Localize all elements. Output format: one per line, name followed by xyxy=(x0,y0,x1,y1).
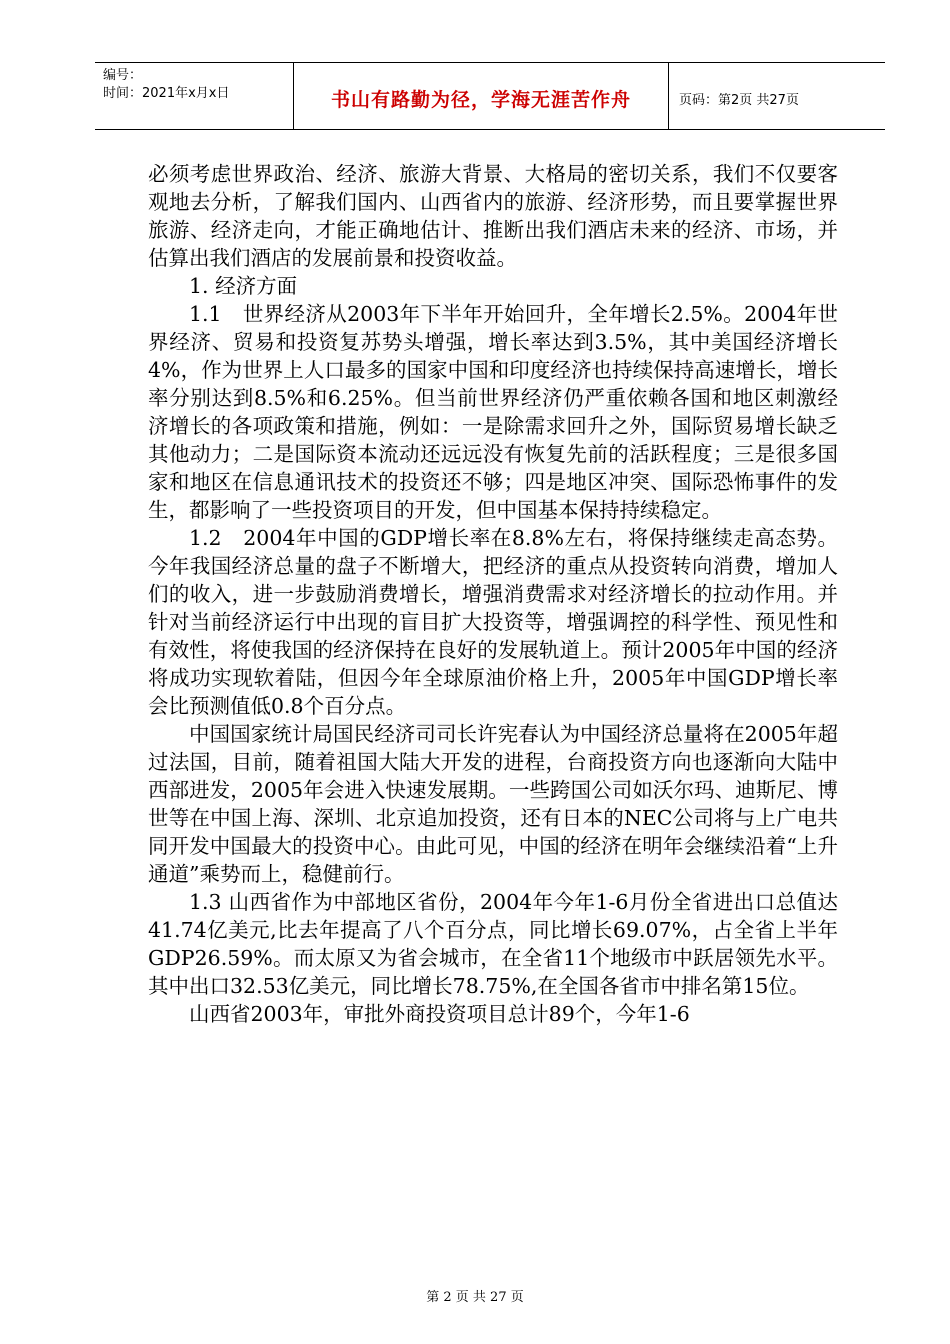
page-footer: 第 2 页 共 27 页 xyxy=(426,1290,524,1305)
document-body xyxy=(148,160,838,1028)
paragraph: 1.1 世界经济从2003年下半年开始回升，全年增长2.5%。2004年世界经济、贸易和投资复苏势头增强，增长率达到3.5%，其中美国经济增长4%，作为世界上人口最多的国家中国和印度经济也持续保持高速增长，增长率分别达到8.5%和6.25%。但当前世界经济仍严重依赖各国和地区刺激经济增长的各项政策和措施，例如：一是除需求回升之外，国际贸易增长缺乏其他动力；二是国际资本流动还远远没有恢复先前的活跃程度；三是很多国家和地区在信息通讯技术的投资还不够；四是地区冲突、国际恐怖事件的发生，都影响了一些投资项目的开发，但中国基本保持持续稳定。 xyxy=(148,302,838,522)
document-number-label: 编号： xyxy=(103,68,143,83)
paragraph: 中国国家统计局国民经济司司长许宪春认为中国经济总量将在2005年超过法国，目前，随着祖国大陆大开发的进程，台商投资方向也逐渐向大陆中西部进发，2005年会进入快速发展期。一些跨国公司如沃尔玛、迪斯尼、博世等在中国上海、深圳、北京追加投资，还有日本的NEC公司将与上广电共同开发中国最大的投资中心。由此可见，中国的经济在明年会继续沿着“上升通道”乘势而上，稳健前行。 xyxy=(148,722,838,886)
header-motto: 书山有路勤为径，学海无涯苦作舟 xyxy=(330,89,631,111)
document-time-label: 时间：2021年x月x日 xyxy=(103,86,230,101)
paragraph: 1.3 山西省作为中部地区省份，2004年今年1-6月份全省进出口总值达41.74亿美元,比去年提高了八个百分点，同比增长69.07%，占全省上半年GDP26.59%。而太原又为省会城市，在全省11个地级市中跃居领先水平。其中出口32.53亿美元，同比增长78.75%,在全国各省市中排名第15位。 xyxy=(148,890,838,998)
paragraph: 山西省2003年，审批外商投资项目总计89个，今年1-6 xyxy=(189,1002,690,1026)
paragraph: 必须考虑世界政治、经济、旅游大背景、大格局的密切关系，我们不仅要客观地去分析，了解我们国内、山西省内的旅游、经济形势，而且要掌握世界旅游、经济走向，才能正确地估计、推断出我们酒店未来的经济、市场，并估算出我们酒店的发展前景和投资收益。 xyxy=(148,162,838,270)
header-page-info: 页码：第2页 共27页 xyxy=(679,93,799,108)
header-divider xyxy=(668,63,669,129)
section-heading: 1. 经济方面 xyxy=(189,274,298,298)
header-meta xyxy=(103,67,229,103)
page-header xyxy=(95,62,885,130)
paragraph: 1.2 2004年中国的GDP增长率在8.8%左右，将保持继续走高态势。今年我国经济总量的盘子不断增大，把经济的重点从投资转向消费，增加人们的收入，进一步鼓励消费增长，增强消费需求对经济增长的拉动作用。并针对当前经济运行中出现的盲目扩大投资等，增强调控的科学性、预见性和有效性，将使我国的经济保持在良好的发展轨道上。预计2005年中国的经济将成功实现软着陆，但因今年全球原油价格上升，2005年中国GDP增长率会比预测值低0.8个百分点。 xyxy=(148,526,838,718)
